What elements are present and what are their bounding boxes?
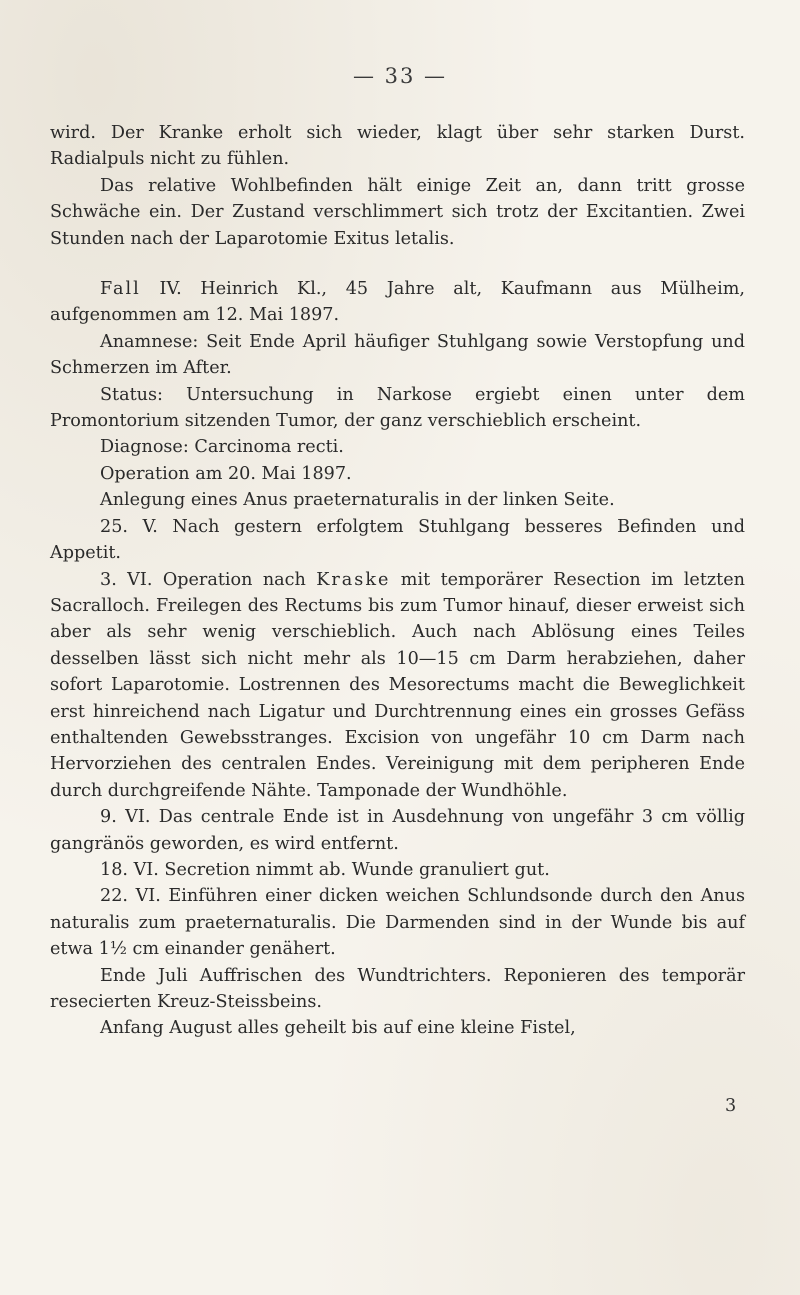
body-text xyxy=(50,120,745,1042)
case-heading-paragraph xyxy=(50,276,745,329)
paragraph: wird. Der Kranke erholt sich wieder, klagt über sehr starken Durst. Radialpuls nicht zu fühlen. xyxy=(50,123,745,170)
paragraph: 9. VI. Das centrale Ende ist in Ausdehnung von ungefähr 3 cm völlig gangränös geworden, es wird entfernt. xyxy=(50,807,745,854)
paragraph: Das relative Wohlbefinden hält einige Zeit an, dann tritt grosse Schwäche ein. Der Zustand verschlimmert sich trotz der Excitantien. Zwei Stunden nach der Laparotomie Exitus letalis. xyxy=(50,175,745,249)
case-label: Fall xyxy=(100,279,141,300)
paragraph: 22. VI. Einführen einer dicken weichen Schlundsonde durch den Anus naturalis zum praeternaturalis. Die Darmenden sind in der Wunde bis auf etwa 1½ cm einander genähert. xyxy=(50,886,745,960)
paragraph: Anlegung eines Anus praeternaturalis in der linken Seite. xyxy=(100,490,615,511)
case-text: IV. Heinrich Kl., 45 Jahre alt, Kaufmann aus Mülheim, aufgenommen am 12. Mai 1897. xyxy=(50,279,745,326)
page-number: — 33 — xyxy=(352,64,448,88)
paragraph xyxy=(50,567,745,805)
surgeon-name: Kraske xyxy=(316,569,391,590)
paragraph: Anfang August alles geheilt bis auf eine kleine Fistel, xyxy=(100,1018,576,1039)
paragraph: Diagnose: Carcinoma recti. xyxy=(100,437,344,458)
paragraph: Operation am 20. Mai 1897. xyxy=(100,463,352,484)
paragraph: 25. V. Nach gestern erfolgtem Stuhlgang besseres Befinden und Appetit. xyxy=(50,516,745,564)
paragraph-pre: 3. VI. Operation nach xyxy=(100,569,317,590)
paragraph: Ende Juli Auffrischen des Wundtrichters. Reponieren des temporär resecierten Kreuz-Steissbeins. xyxy=(50,965,745,1012)
paragraph-post: mit temporärer Resection im letzten Sacralloch. Freilegen des Rectums bis zum Tumor hinauf, dieser erweist sich aber als sehr wenig verschieblich. Auch nach Ablösung eines Teiles desselben lässt sich nicht mehr als 10—15 cm Darm herabziehen, daher sofort Laparotomie. Lostrennen des Mesorectums macht die Beweglichkeit erst hinreichend nach Ligatur und Durchtrennung eines ein grosses Gefäss enthaltenden Gewebsstranges. Excision von ungefähr 10 cm Darm nach Hervorziehen des centralen Endes. Vereinigung mit dem peripheren Ende durch durchgreifende Nähte. Tamponade der Wundhöhle. xyxy=(50,569,745,801)
paragraph: Anamnese: Seit Ende April häufiger Stuhlgang sowie Verstopfung und Schmerzen im After. xyxy=(50,331,745,379)
signature-mark: 3 xyxy=(725,1096,737,1116)
paragraph: 18. VI. Secretion nimmt ab. Wunde granuliert gut. xyxy=(100,859,550,880)
paragraph: Status: Untersuchung in Narkose ergiebt einen unter dem Promontorium sitzenden Tumor, der ganz verschieblich erscheint. xyxy=(50,384,745,432)
